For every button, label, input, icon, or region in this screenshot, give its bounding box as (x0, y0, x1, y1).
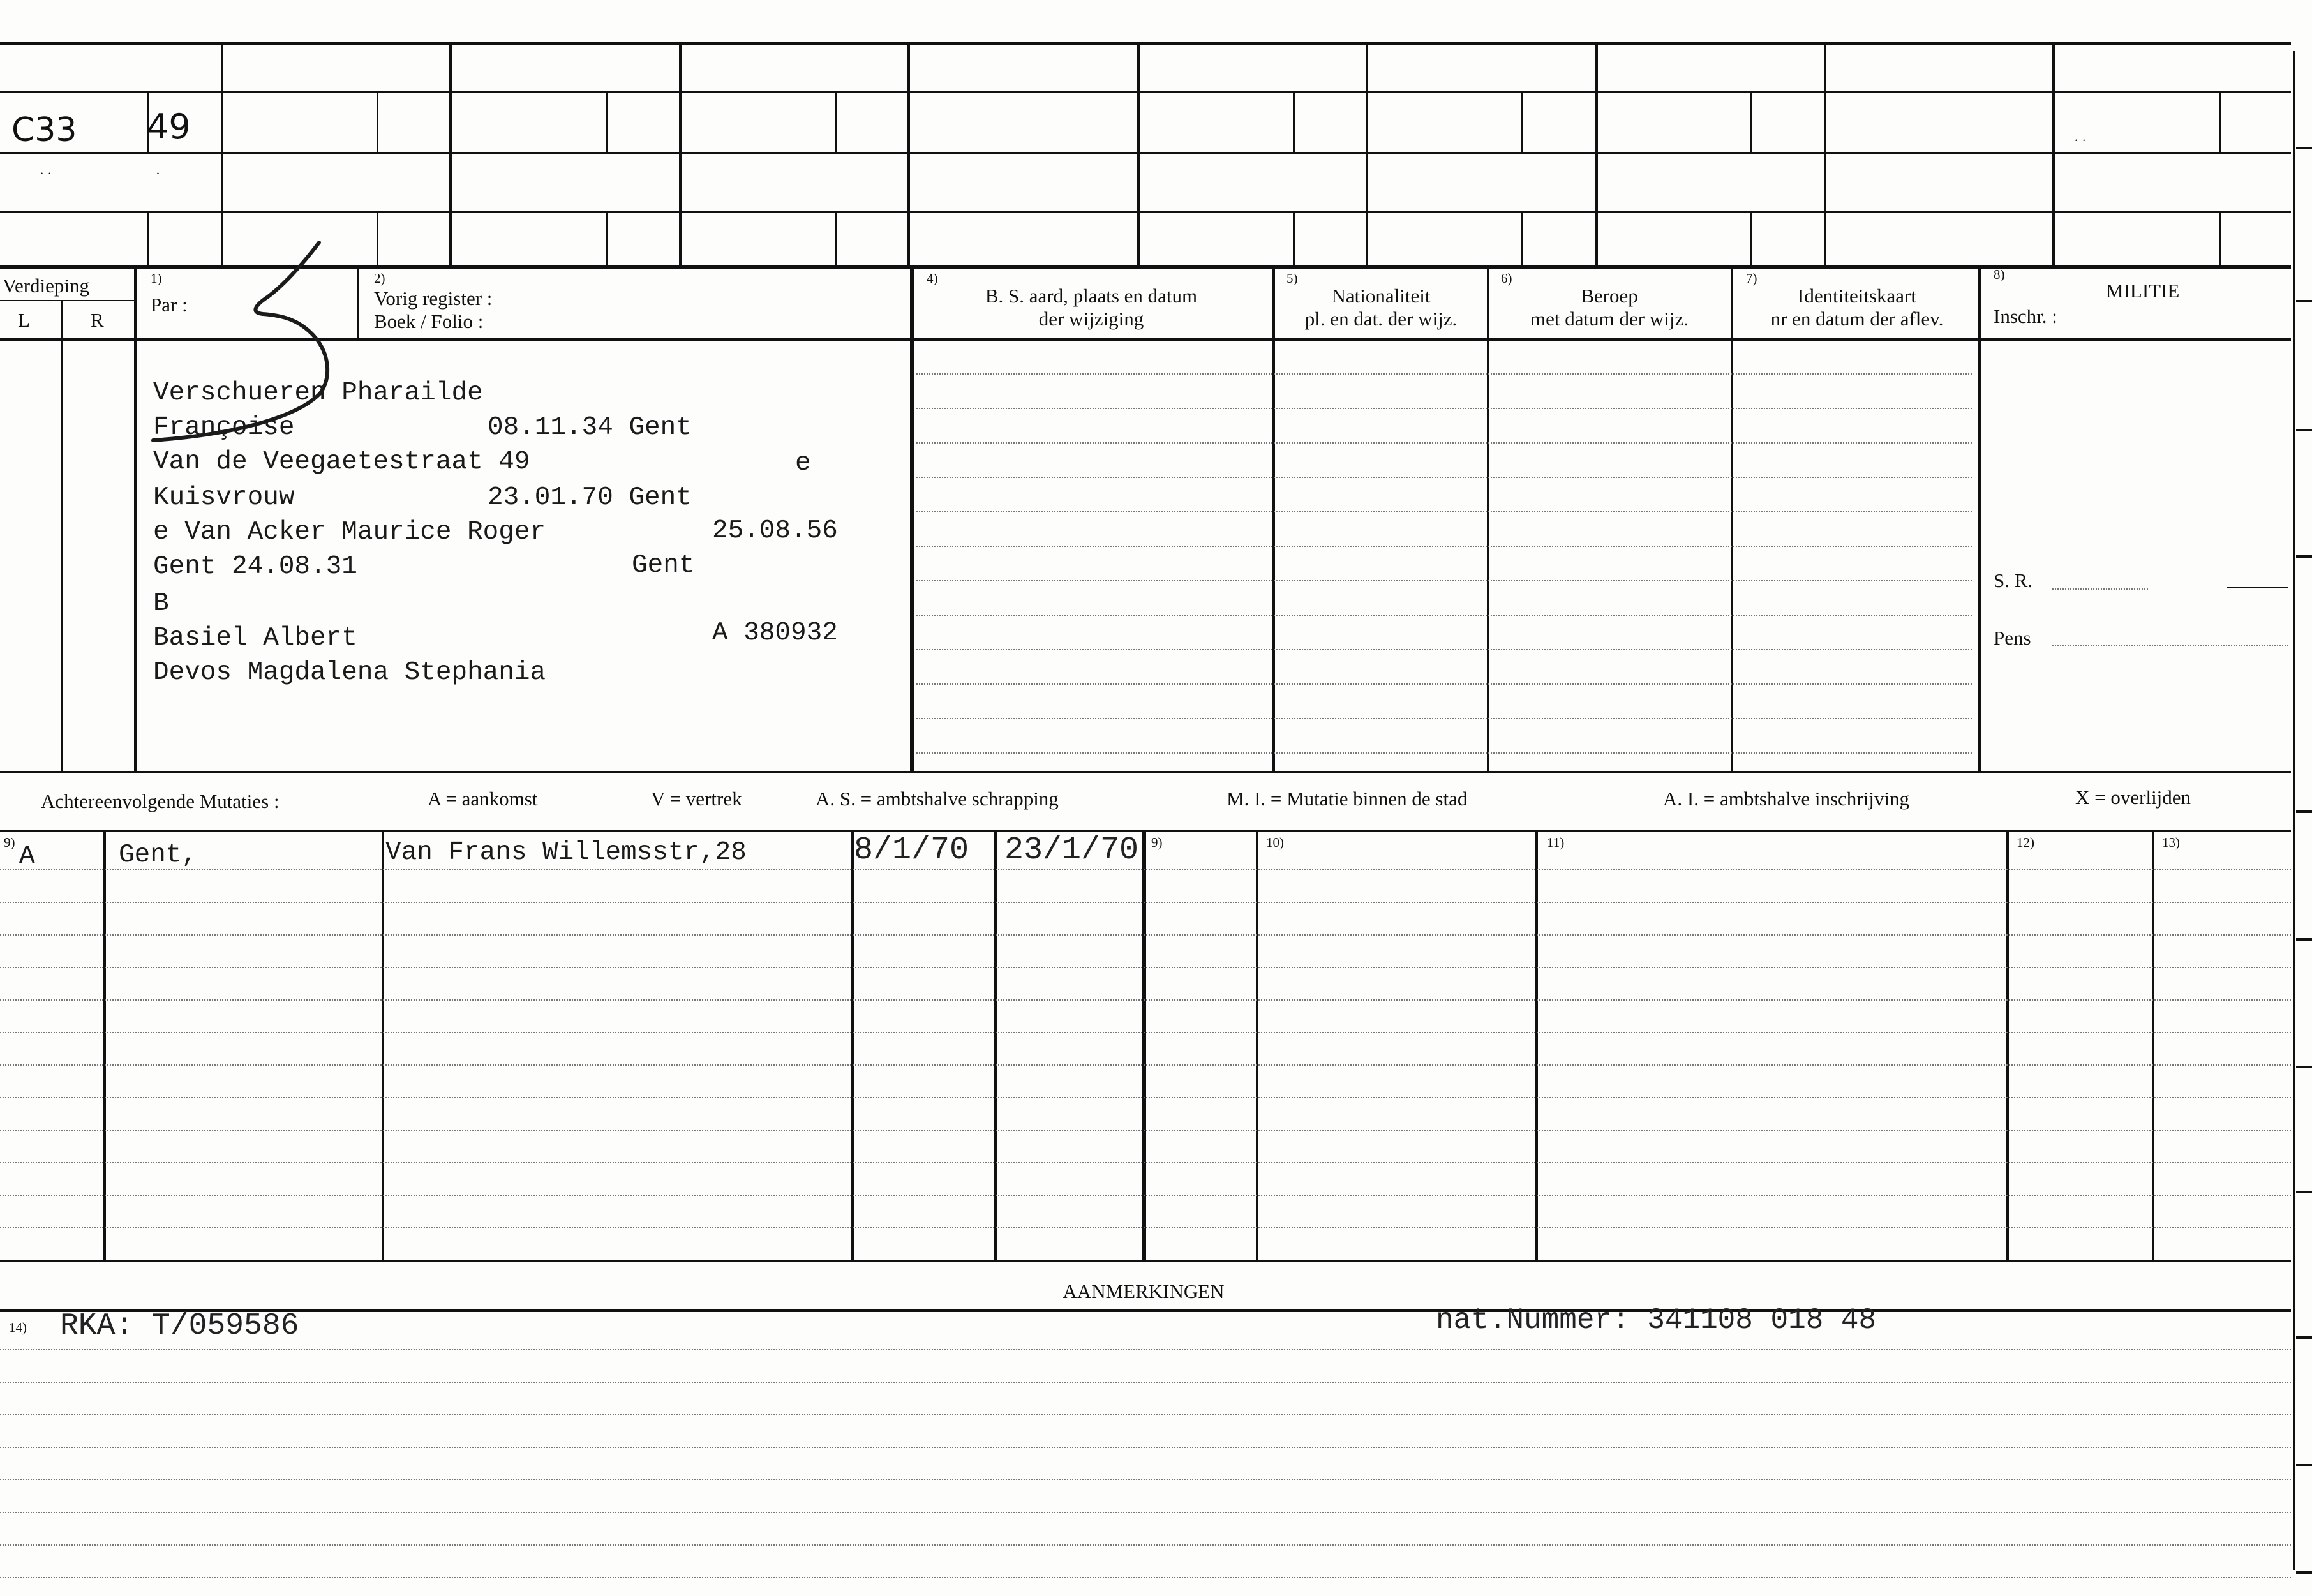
beroep-sub-label: met datum der wijz. (1530, 308, 1689, 330)
identiteitskaart-sub-label: nr en datum der aflev. (1770, 308, 1944, 330)
beroep-label: Beroep (1581, 285, 1638, 307)
rka-number: RKA: T/059586 (60, 1309, 299, 1343)
nationaliteit-label: Nationaliteit (1331, 285, 1431, 307)
firstname-line: Françoise (153, 413, 295, 442)
field-number: 14) (9, 1320, 27, 1335)
address-mark: e (795, 449, 811, 478)
legend-overlijden: X = overlijden (2075, 786, 2191, 809)
vorig-register-label: Vorig register : (374, 287, 493, 310)
occupation-date-place: 23.01.70 Gent (488, 483, 692, 512)
identiteitskaart-label: Identiteitskaart (1798, 285, 1916, 307)
mutation-address: Van Frans Willemsstr,28 (385, 838, 747, 867)
marriage-date: 25.08.56 (712, 516, 838, 546)
militie-title: MILITIE (2106, 280, 2180, 302)
field-number: 10) (1266, 835, 1284, 850)
col-L-label: L (18, 309, 30, 331)
field-number: 13) (2162, 835, 2180, 850)
remarks-title: AANMERKINGEN (1063, 1280, 1225, 1302)
sr-label: S. R. (1994, 569, 2033, 592)
grid-dots: · (156, 166, 160, 181)
legend-mutatie: M. I. = Mutatie binnen de stad (1227, 787, 1468, 810)
mother-line: Devos Magdalena Stephania (153, 658, 546, 687)
boek-folio-label: Boek / Folio : (374, 310, 484, 332)
bs-label-line2: der wijziging (1038, 308, 1144, 330)
spouse-birth-line: Gent 24.08.31 (153, 552, 357, 581)
id-card-number: A 380932 (712, 618, 838, 648)
inschr-label: Inschr. : (1994, 305, 2057, 327)
code-value: C33 (11, 111, 77, 149)
spouse-birth-place: Gent (632, 551, 695, 580)
mutation-date-2: 23/1/70 (1004, 832, 1139, 869)
house-number-value: 49 (147, 107, 191, 147)
name-line: Verschueren Pharailde (153, 378, 483, 408)
father-line: Basiel Albert (153, 623, 357, 653)
address-line: Van de Veegaetestraat 49 (153, 447, 530, 477)
legend-vertrek: V = vertrek (651, 787, 742, 810)
legend-aankomst: A = aankomst (428, 787, 538, 810)
mutation-date-1: 8/1/70 (854, 832, 969, 869)
field-number: 4) (927, 271, 938, 286)
pen-stroke (153, 242, 327, 440)
occupation-line: Kuisvrouw (153, 483, 295, 512)
spouse-line: e Van Acker Maurice Roger (153, 518, 546, 547)
field-number: 1) (151, 271, 162, 286)
nationaliteit-sub-label: pl. en dat. der wijz. (1304, 308, 1458, 330)
field-number: 5) (1287, 271, 1298, 286)
field-number: 7) (1746, 271, 1757, 286)
mutation-place: Gent, (119, 840, 198, 870)
mutation-type: A (19, 842, 35, 871)
field-number: 9) (4, 835, 15, 850)
field-number: 11) (1547, 835, 1565, 850)
col-R-label: R (91, 309, 104, 331)
grid-dots: · · (2074, 133, 2087, 148)
pens-label: Pens (1994, 627, 2031, 649)
grid-dots: · · (40, 166, 52, 181)
field-number: 6) (1501, 271, 1512, 286)
legend-inschrijving: A. I. = ambtshalve inschrijving (1663, 787, 1909, 810)
verdieping-label: Verdieping (3, 274, 90, 297)
field-number: 12) (2017, 835, 2034, 850)
field-number: 8) (1994, 267, 2005, 282)
legend-title: Achtereenvolgende Mutaties : (41, 790, 280, 812)
national-number: nat.Nummer: 341108 018 48 (1436, 1304, 1877, 1337)
nationality-line: B (153, 589, 169, 618)
birth-date-place: 08.11.34 Gent (488, 413, 692, 442)
par-label: Par : (151, 294, 188, 316)
bs-label-line1: B. S. aard, plaats en datum (985, 285, 1198, 307)
legend-schrapping: A. S. = ambtshalve schrapping (816, 787, 1059, 810)
field-number: 2) (374, 271, 385, 286)
field-number: 9) (1151, 835, 1163, 850)
